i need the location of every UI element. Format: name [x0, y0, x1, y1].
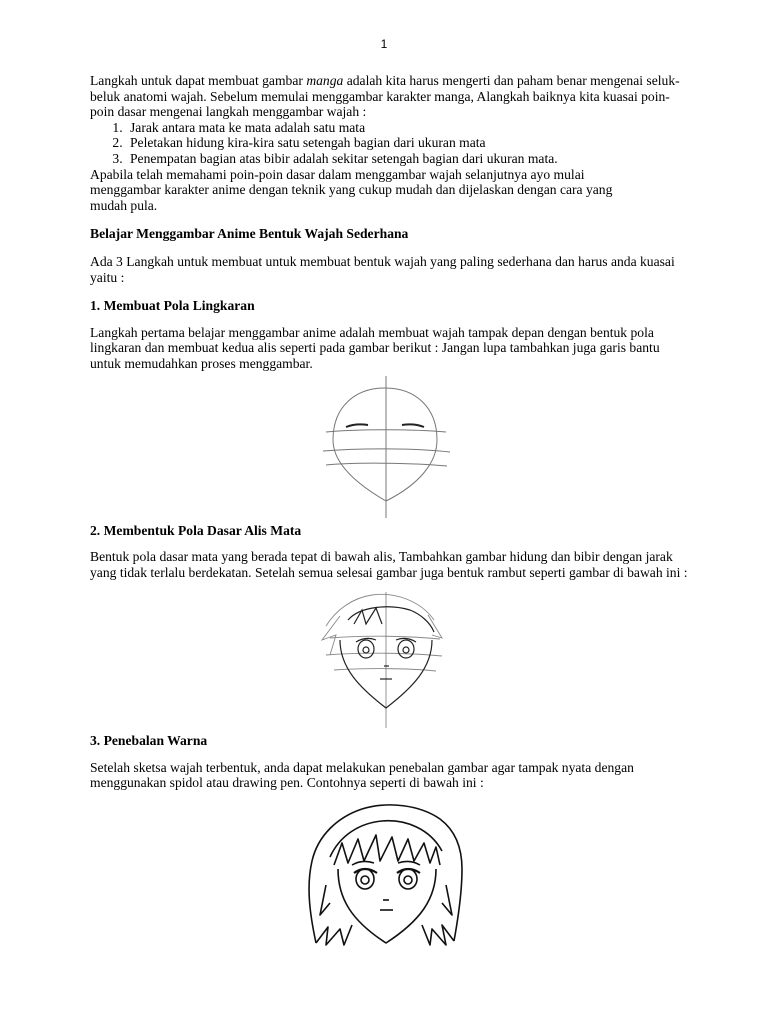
page-number: 1 [380, 37, 388, 51]
list-item: 3. Penempatan bagian atas bibir adalah sekitar setengah bagian dari ukuran mata. [126, 151, 690, 167]
section-3-text: Setelah sketsa wajah terbentuk, anda dapat melakukan penebalan gambar agar tampak nyata dengan menggunakan spidol atau drawing pen. Contohnya seperti di bawah ini : [90, 759, 634, 791]
list-item: 1. Jarak antara mata ke mata adalah satu mata [126, 120, 690, 136]
intro-paragraph [90, 73, 690, 120]
intro-closing: Apabila telah memahami poin-poin dasar dalam menggambar wajah selanjutnya ayo mulai menggambar karakter anime dengan teknik yang cukup mudah dan dijelaskan dengan cara yang mudah pula. [90, 166, 613, 213]
list-item: 2. Peletakan hidung kira-kira satu setengah bagian dari ukuran mata [126, 135, 690, 151]
document-body [90, 73, 690, 965]
section-1-text: Langkah pertama belajar menggambar anime adalah membuat wajah tampak depan dengan bentuk pola lingkaran dan membuat kedua alis seperti pada gambar berikut : Jangan lupa tambahkan juga garis bantu untuk memudahkan proses menggambar. [90, 324, 660, 371]
main-intro: Ada 3 Langkah untuk membuat untuk membuat bentuk wajah yang paling sederhana dan harus anda kuasai yaitu : [90, 253, 675, 285]
face-circle-sketch [90, 372, 690, 520]
face-eyes-sketch [90, 580, 690, 730]
intro-text-end: adalah kita harus mengerti dan paham benar mengenai seluk-beluk anatomi wajah. Sebelum memulai menggambar karakter manga, Alangkah baiknya kita kuasai poin-poin dasar mengenai langkah menggambar wajah : [90, 73, 680, 120]
inked-face-drawing [90, 795, 690, 965]
section-2-heading: 2. Membentuk Pola Dasar Alis Mata [90, 522, 302, 538]
section-2-text: Bentuk pola dasar mata yang berada tepat di bawah alis, Tambahkan gambar hidung dan bibir dengan jarak yang tidak terlalu berdekatan. Setelah semua selesai gambar juga bentuk rambut seperti gambar di bawah ini : [90, 549, 688, 580]
tips-list [90, 120, 690, 167]
figure-inked-face [90, 795, 690, 965]
intro-text-start: Langkah untuk dapat membuat gambar [90, 73, 307, 88]
figure-eyes-pattern [90, 580, 690, 730]
section-3-heading: 3. Penebalan Warna [90, 733, 208, 749]
section-1-heading: 1. Membuat Pola Lingkaran [90, 298, 255, 314]
figure-circle-pattern [90, 372, 690, 520]
main-heading: Belajar Menggambar Anime Bentuk Wajah Sederhana [90, 226, 409, 242]
intro-italic-word: manga [306, 73, 344, 88]
